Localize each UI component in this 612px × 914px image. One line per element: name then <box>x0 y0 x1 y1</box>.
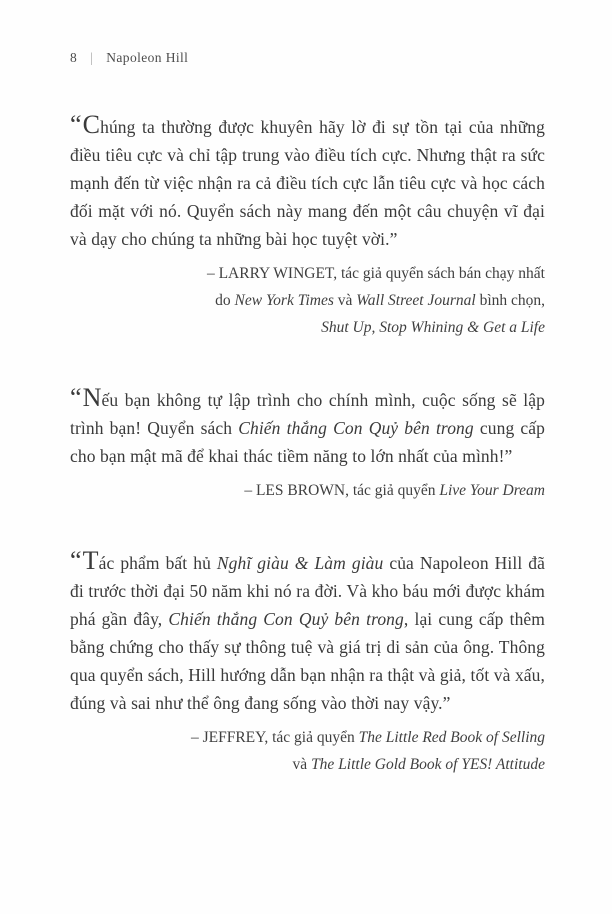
quote-paragraph <box>70 385 545 470</box>
text-segment: của Napoleon Hill đã đi trước thời đại 50 năm khi nó ra đời. Và kho báu mới được khám phá gần đây, <box>70 553 545 629</box>
quote-first-letter: C <box>82 110 101 139</box>
attribution-line <box>70 260 545 287</box>
text-segment: ác phẩm bất hủ <box>98 553 217 573</box>
quote-block <box>70 112 545 341</box>
text-segment: , lại cung cấp thêm bằng chứng cho thấy sự thông tuệ và giá trị di sản của ông. Thông qua quyển sách, Hill hướng dẫn bạn nhận ra thật và giả, tốt và xấu, đúng và sai như thể ông đang sống vào thời nay vậy.” <box>70 609 546 713</box>
page-number: 8 <box>70 50 78 65</box>
quote-attribution <box>70 477 545 504</box>
quotes-container <box>70 112 545 778</box>
quote-paragraph <box>70 548 545 717</box>
italic-title-text: Nghĩ giàu & Làm giàu <box>216 553 384 573</box>
quote-attribution <box>70 260 545 341</box>
header-separator: | <box>90 50 94 65</box>
italic-title-text: Chiến thắng Con Quỷ bên trong <box>168 609 404 629</box>
italic-title-text: Wall Street Journal <box>356 292 476 309</box>
italic-title-text: New York Times <box>234 292 334 309</box>
page-header <box>70 50 545 66</box>
text-segment: và <box>292 756 312 773</box>
text-segment: cung cấp cho bạn mật mã để khai thác tiềm năng to lớn nhất của mình!” <box>70 418 545 466</box>
open-quote-mark: “ <box>70 110 82 139</box>
text-segment: và <box>333 292 357 309</box>
text-segment: húng ta thường được khuyên hãy lờ đi sự tồn tại của những điều tiêu cực và chỉ tập trung vào điều tích cực. Nhưng thật ra sức mạnh đến từ việc nhận ra cả điều tích cực lẫn tiêu cực và học cách đối mặt với nó. Quyển sách này mang đến một câu chuyện vĩ đại và dạy cho chúng ta những bài học tuyệt vời.” <box>70 117 545 249</box>
quote-paragraph <box>70 112 545 253</box>
quote-block <box>70 385 545 504</box>
text-segment: bình chọn, <box>475 292 545 309</box>
quote-first-letter: T <box>82 546 99 575</box>
italic-title-text: The Little Red Book of Selling <box>358 729 545 746</box>
text-segment: – LARRY WINGET, tác giả quyển sách bán chạy nhất <box>206 265 545 282</box>
open-quote-mark: “ <box>70 383 82 412</box>
italic-title-text: Shut Up, Stop Whining & Get a Life <box>321 319 545 336</box>
text-segment: ếu bạn không tự lập trình cho chính mình, cuộc sống sẽ lập trình bạn! Quyển sách <box>70 390 545 438</box>
running-title: Napoleon Hill <box>106 50 189 65</box>
quote-attribution <box>70 724 545 778</box>
text-segment: – JEFFREY, tác giả quyển <box>190 729 359 746</box>
quote-block <box>70 548 545 778</box>
italic-title-text: The Little Gold Book of YES! Attitude <box>311 756 545 773</box>
quote-first-letter: N <box>82 383 102 412</box>
italic-title-text: Live Your Dream <box>439 482 545 499</box>
attribution-line <box>70 751 545 778</box>
text-segment: – LES BROWN, tác giả quyển <box>244 482 440 499</box>
italic-title-text: Chiến thắng Con Quỷ bên trong <box>238 418 474 438</box>
attribution-line <box>70 477 545 504</box>
attribution-line <box>70 724 545 751</box>
attribution-line <box>70 314 545 341</box>
attribution-line <box>70 287 545 314</box>
open-quote-mark: “ <box>70 546 82 575</box>
text-segment: do <box>215 292 235 309</box>
